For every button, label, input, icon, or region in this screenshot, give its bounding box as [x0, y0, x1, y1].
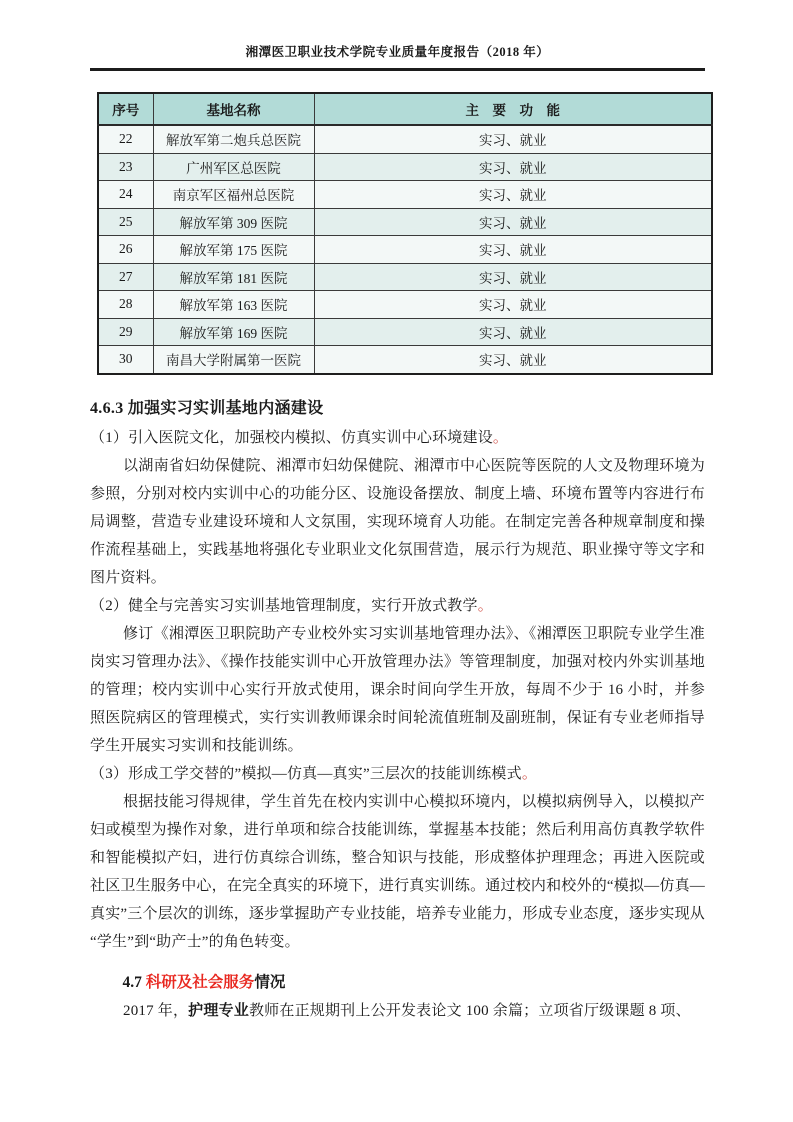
- text-segment-red: 科研及社会服务: [145, 973, 255, 991]
- list-item-1: [90, 424, 705, 452]
- text-segment: 4.7: [122, 973, 146, 991]
- cell-no: 25: [98, 208, 153, 236]
- text-segment: 情况: [254, 973, 286, 991]
- text-segment: 修订《湘潭医卫职院助产专业校外实习实训基地管理办法》、《湘潭医卫职院专业学生准岗实习管理办法》、《操作技能实训中心开放管理办法》等管理制度，加强对校内外实训基地的管理；校内实训中心实行开放式使用，课余时间向学生开放，每周不少于 16 小时，并参照医院病区的管理模式，实行实训教师课余时间轮流值班制及副班制，保证有专业老师指导学生开展实习实训和技能训练。: [90, 625, 705, 754]
- cell-name: 解放军第二炮兵总医院: [153, 125, 314, 153]
- text-segment: 教师在正规期刊上公开发表论文 100 余篇；立项省厅级课题 8 项、: [248, 1002, 691, 1019]
- text-segment: 以湖南省妇幼保健院、湘潭市妇幼保健院、湘潭市中心医院等医院的人文及物理环境为参照，分别对校内实训中心的功能分区、设施设备摆放、制度上墙、环境布置等内容进行布局调整，营造专业建设环境和人文氛围，实现环境育人功能。在制定完善各种规章制度和操作流程基础上，实践基地将强化专业职业文化氛围营造，展示行为规范、职业操守等文字和图片资料。: [90, 457, 705, 586]
- cell-no: 29: [98, 318, 153, 346]
- table-header: [98, 93, 712, 125]
- cell-func: 实习、就业: [314, 263, 712, 291]
- table-row: [98, 318, 712, 346]
- table-row: [98, 181, 712, 209]
- document-body: [90, 396, 705, 1025]
- table-row: [98, 153, 712, 181]
- cell-no: 26: [98, 236, 153, 264]
- text-segment: （3）形成工学交替的”模拟—仿真—真实”三层次的技能训练模式: [90, 765, 522, 782]
- cell-func: 实习、就业: [314, 125, 712, 153]
- cell-name: 南昌大学附属第一医院: [153, 346, 314, 374]
- cell-name: 解放军第 169 医院: [153, 318, 314, 346]
- cell-name: 解放军第 181 医院: [153, 263, 314, 291]
- cell-name: 解放军第 175 医院: [153, 236, 314, 264]
- text-segment: （2）健全与完善实习实训基地管理制度，实行开放式教学: [90, 597, 478, 614]
- cell-name: 解放军第 163 医院: [153, 291, 314, 319]
- column-header-no: 序号: [98, 93, 153, 125]
- cell-no: 22: [98, 125, 153, 153]
- column-header-func: 主 要 功 能: [314, 93, 712, 125]
- running-header: [90, 0, 705, 71]
- table-row: [98, 263, 712, 291]
- text-segment: 根据技能习得规律，学生首先在校内实训中心模拟环境内，以模拟病例导入，以模拟产妇或模型为操作对象，进行单项和综合技能训练，掌握基本技能；然后利用高仿真教学软件和智能模拟产妇，进行仿真综合训练，整合知识与技能，形成整体护理理念；再进入医院或社区卫生服务中心，在完全真实的环境下，进行真实训练。通过校内和校外的“模拟—仿真—真实”三个层次的训练，逐步掌握助产专业技能，培养专业能力，形成专业态度，逐步实现从“学生”到“助产士”的角色转变。: [90, 793, 705, 950]
- table-header-row: [98, 93, 712, 125]
- cell-func: 实习、就业: [314, 153, 712, 181]
- text-segment: 4.6.3 加强实习实训基地内涵建设: [90, 399, 324, 417]
- list-item-3: [90, 760, 705, 788]
- cell-no: 24: [98, 181, 153, 209]
- document-title: 湘潭医卫职业技术学院专业质量年度报告（2018 年）: [245, 45, 550, 59]
- cell-func: 实习、就业: [314, 291, 712, 319]
- cell-func: 实习、就业: [314, 236, 712, 264]
- table-row: [98, 346, 712, 374]
- table-row: [98, 236, 712, 264]
- text-segment: （1）引入医院文化，加强校内模拟、仿真实训中心环境建设: [90, 429, 493, 446]
- cell-func: 实习、就业: [314, 181, 712, 209]
- cell-no: 23: [98, 153, 153, 181]
- table-row: [98, 291, 712, 319]
- table-row: [98, 125, 712, 153]
- text-segment-bold: 护理专业: [188, 1002, 249, 1019]
- list-item-2: [90, 592, 705, 620]
- paragraph-3: [90, 788, 705, 956]
- paragraph-4: [90, 997, 705, 1025]
- paragraph-1: [90, 452, 705, 592]
- cell-func: 实习、就业: [314, 318, 712, 346]
- text-segment-red: 。: [477, 597, 493, 614]
- cell-no: 28: [98, 291, 153, 319]
- cell-no: 30: [98, 346, 153, 374]
- cell-name: 解放军第 309 医院: [153, 208, 314, 236]
- cell-func: 实习、就业: [314, 346, 712, 374]
- header-rule: [90, 68, 705, 71]
- text-segment-red: 。: [492, 429, 509, 446]
- section-heading-47: [90, 969, 705, 997]
- cell-name: 南京军区福州总医院: [153, 181, 314, 209]
- text-segment: 2017 年，: [123, 1002, 189, 1019]
- table-body: [98, 125, 712, 374]
- text-segment-red: 。: [521, 765, 538, 782]
- table-row: [98, 208, 712, 236]
- paragraph-2: [90, 620, 705, 760]
- column-header-name: 基地名称: [153, 93, 314, 125]
- cell-no: 27: [98, 263, 153, 291]
- section-heading-463: [90, 396, 705, 422]
- cell-func: 实习、就业: [314, 208, 712, 236]
- cell-name: 广州军区总医院: [153, 153, 314, 181]
- training-base-table: [97, 92, 713, 375]
